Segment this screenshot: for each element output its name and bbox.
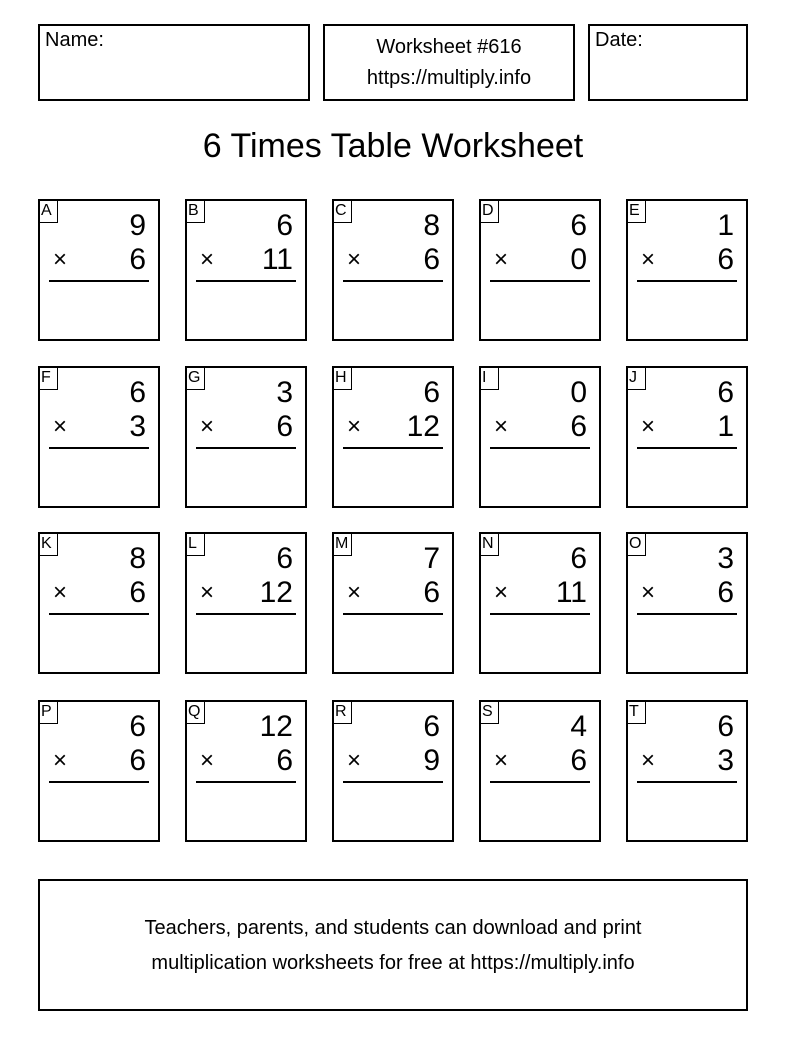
times-sign: ×	[347, 747, 362, 774]
footer-line-2: multiplication worksheets for free at https://multiply.info	[151, 952, 635, 974]
answer-line	[343, 447, 443, 449]
multiplier: 6	[276, 744, 293, 777]
times-sign: ×	[494, 246, 509, 273]
worksheet-info-box	[323, 24, 575, 101]
problem-letter: R	[332, 700, 352, 724]
multiplier: 9	[423, 744, 440, 777]
problem-letter: S	[479, 700, 499, 724]
times-sign: ×	[200, 413, 215, 440]
multiplier: 6	[129, 576, 146, 609]
problem-card	[38, 700, 160, 842]
multiplier: 1	[717, 410, 734, 443]
answer-line	[637, 613, 737, 615]
multiplier: 6	[276, 410, 293, 443]
multiplicand: 7	[423, 542, 440, 575]
multiplicand: 6	[276, 542, 293, 575]
multiplicand: 3	[276, 376, 293, 409]
times-sign: ×	[494, 747, 509, 774]
multiplier: 6	[570, 744, 587, 777]
answer-line	[490, 280, 590, 282]
multiplicand: 9	[129, 209, 146, 242]
worksheet-id: Worksheet #616	[376, 36, 522, 58]
multiplicand: 6	[129, 376, 146, 409]
problem-card	[626, 532, 748, 674]
multiplier: 6	[129, 744, 146, 777]
answer-line	[196, 613, 296, 615]
times-sign: ×	[641, 579, 656, 606]
problem-card	[38, 199, 160, 341]
multiplicand: 6	[570, 542, 587, 575]
multiplicand: 8	[423, 209, 440, 242]
multiplier: 3	[717, 744, 734, 777]
problem-card	[332, 532, 454, 674]
footer-box	[38, 879, 748, 1011]
name-label: Name:	[45, 29, 104, 51]
times-sign: ×	[200, 747, 215, 774]
name-field-box	[38, 24, 310, 101]
answer-line	[343, 781, 443, 783]
times-sign: ×	[641, 413, 656, 440]
problem-letter: B	[185, 199, 205, 223]
times-sign: ×	[53, 579, 68, 606]
problem-letter: E	[626, 199, 646, 223]
problem-card	[185, 700, 307, 842]
answer-line	[490, 781, 590, 783]
answer-line	[196, 781, 296, 783]
problem-letter: G	[185, 366, 205, 390]
problem-letter: A	[38, 199, 58, 223]
answer-line	[49, 613, 149, 615]
multiplicand: 6	[717, 376, 734, 409]
problem-card	[479, 366, 601, 508]
problem-card	[479, 532, 601, 674]
times-sign: ×	[200, 246, 215, 273]
problem-letter: L	[185, 532, 205, 556]
multiplier: 12	[406, 410, 440, 443]
problem-letter: C	[332, 199, 352, 223]
multiplicand: 3	[717, 542, 734, 575]
problem-card	[626, 199, 748, 341]
multiplicand: 6	[570, 209, 587, 242]
answer-line	[196, 447, 296, 449]
answer-line	[637, 280, 737, 282]
multiplicand: 6	[423, 376, 440, 409]
times-sign: ×	[53, 747, 68, 774]
times-sign: ×	[200, 579, 215, 606]
problem-letter: O	[626, 532, 646, 556]
multiplicand: 6	[276, 209, 293, 242]
problem-letter: T	[626, 700, 646, 724]
problem-card	[626, 366, 748, 508]
problem-card	[185, 366, 307, 508]
problem-letter: P	[38, 700, 58, 724]
problem-card	[479, 199, 601, 341]
answer-line	[637, 447, 737, 449]
answer-line	[490, 447, 590, 449]
multiplicand: 8	[129, 542, 146, 575]
multiplicand: 6	[423, 710, 440, 743]
times-sign: ×	[494, 579, 509, 606]
multiplier: 12	[259, 576, 293, 609]
multiplicand: 12	[259, 710, 293, 743]
multiplicand: 1	[717, 209, 734, 242]
multiplier: 3	[129, 410, 146, 443]
problem-letter: J	[626, 366, 646, 390]
multiplicand: 0	[570, 376, 587, 409]
problem-letter: D	[479, 199, 499, 223]
multiplier: 6	[129, 243, 146, 276]
times-sign: ×	[494, 413, 509, 440]
times-sign: ×	[53, 246, 68, 273]
problem-card	[332, 199, 454, 341]
times-sign: ×	[347, 579, 362, 606]
problem-letter: Q	[185, 700, 205, 724]
problem-letter: K	[38, 532, 58, 556]
answer-line	[343, 280, 443, 282]
problem-letter: M	[332, 532, 352, 556]
answer-line	[196, 280, 296, 282]
problem-card	[626, 700, 748, 842]
problem-letter: H	[332, 366, 352, 390]
answer-line	[343, 613, 443, 615]
times-sign: ×	[347, 413, 362, 440]
problem-letter: F	[38, 366, 58, 390]
problem-card	[185, 532, 307, 674]
footer-line-1: Teachers, parents, and students can download and print	[144, 917, 642, 939]
multiplicand: 6	[717, 710, 734, 743]
problem-letter: I	[479, 366, 499, 390]
multiplier: 11	[555, 576, 587, 609]
multiplicand: 6	[129, 710, 146, 743]
answer-line	[49, 781, 149, 783]
site-url: https://multiply.info	[366, 67, 532, 89]
problem-card	[38, 532, 160, 674]
answer-line	[49, 280, 149, 282]
problem-card	[185, 199, 307, 341]
answer-line	[490, 613, 590, 615]
multiplicand: 4	[570, 710, 587, 743]
multiplier: 6	[423, 243, 440, 276]
times-sign: ×	[53, 413, 68, 440]
multiplier: 6	[717, 576, 734, 609]
problem-letter: N	[479, 532, 499, 556]
date-label: Date:	[595, 29, 643, 51]
problem-card	[38, 366, 160, 508]
multiplier: 0	[570, 243, 587, 276]
problem-card	[479, 700, 601, 842]
times-sign: ×	[347, 246, 362, 273]
times-sign: ×	[641, 747, 656, 774]
multiplier: 6	[423, 576, 440, 609]
page-title: 6 Times Table Worksheet	[202, 127, 584, 165]
times-sign: ×	[641, 246, 656, 273]
answer-line	[637, 781, 737, 783]
multiplier: 11	[261, 243, 293, 276]
problem-card	[332, 700, 454, 842]
multiplier: 6	[717, 243, 734, 276]
answer-line	[49, 447, 149, 449]
problem-card	[332, 366, 454, 508]
date-field-box	[588, 24, 748, 101]
multiplier: 6	[570, 410, 587, 443]
